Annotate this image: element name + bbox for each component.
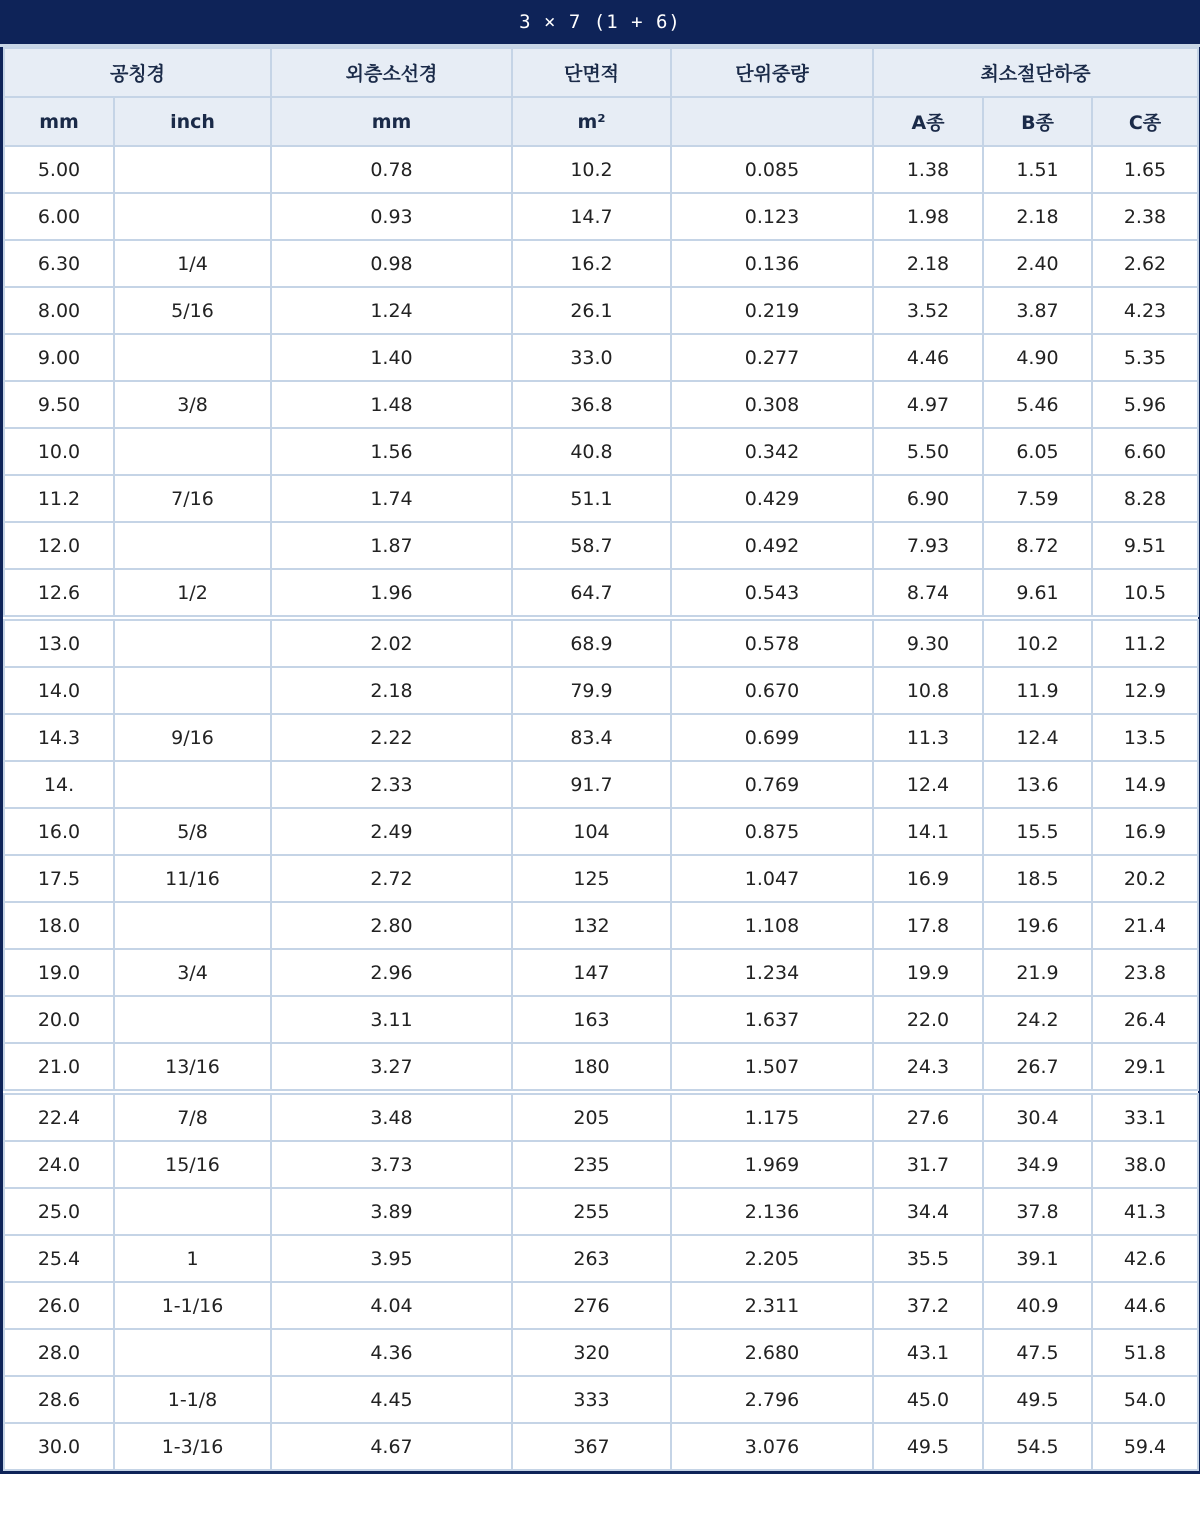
cell-grade-a: 4.46 xyxy=(873,334,983,381)
cell-nominal-inch: 7/16 xyxy=(114,475,271,522)
cell-outer-wire-mm: 2.49 xyxy=(271,808,512,855)
cell-outer-wire-mm: 2.80 xyxy=(271,902,512,949)
cell-unit-weight: 0.136 xyxy=(671,240,873,287)
table-header xyxy=(4,48,1198,146)
cell-grade-c: 11.2 xyxy=(1092,618,1198,667)
cell-nominal-inch xyxy=(114,334,271,381)
cell-nominal-mm: 8.00 xyxy=(4,287,114,334)
cell-grade-c: 6.60 xyxy=(1092,428,1198,475)
cell-nominal-mm: 10.0 xyxy=(4,428,114,475)
cell-grade-b: 40.9 xyxy=(983,1282,1092,1329)
cell-nominal-inch: 5/8 xyxy=(114,808,271,855)
cell-grade-b: 3.87 xyxy=(983,287,1092,334)
cell-grade-a: 9.30 xyxy=(873,618,983,667)
cell-nominal-mm: 28.0 xyxy=(4,1329,114,1376)
cell-area: 83.4 xyxy=(512,714,671,761)
subheader-outer-mm: mm xyxy=(271,97,512,146)
cell-grade-b: 39.1 xyxy=(983,1235,1092,1282)
cell-nominal-mm: 18.0 xyxy=(4,902,114,949)
cell-unit-weight: 0.219 xyxy=(671,287,873,334)
cell-nominal-mm: 14.0 xyxy=(4,667,114,714)
cell-nominal-mm: 25.4 xyxy=(4,1235,114,1282)
cell-grade-c: 10.5 xyxy=(1092,569,1198,618)
cell-unit-weight: 0.699 xyxy=(671,714,873,761)
cell-unit-weight: 2.205 xyxy=(671,1235,873,1282)
cell-outer-wire-mm: 4.67 xyxy=(271,1423,512,1470)
table-row xyxy=(4,761,1198,808)
cell-outer-wire-mm: 2.33 xyxy=(271,761,512,808)
cell-grade-c: 14.9 xyxy=(1092,761,1198,808)
cell-nominal-mm: 19.0 xyxy=(4,949,114,996)
cell-area: 147 xyxy=(512,949,671,996)
cell-nominal-mm: 11.2 xyxy=(4,475,114,522)
cell-unit-weight: 2.311 xyxy=(671,1282,873,1329)
cell-grade-b: 15.5 xyxy=(983,808,1092,855)
cell-grade-a: 34.4 xyxy=(873,1188,983,1235)
cell-grade-c: 9.51 xyxy=(1092,522,1198,569)
cell-area: 235 xyxy=(512,1141,671,1188)
cell-area: 51.1 xyxy=(512,475,671,522)
cell-outer-wire-mm: 3.73 xyxy=(271,1141,512,1188)
cell-nominal-mm: 30.0 xyxy=(4,1423,114,1470)
cell-grade-a: 11.3 xyxy=(873,714,983,761)
cell-area: 79.9 xyxy=(512,667,671,714)
cell-grade-b: 34.9 xyxy=(983,1141,1092,1188)
cell-area: 91.7 xyxy=(512,761,671,808)
cell-grade-c: 26.4 xyxy=(1092,996,1198,1043)
subheader-inch: inch xyxy=(114,97,271,146)
cell-grade-a: 12.4 xyxy=(873,761,983,808)
cell-nominal-inch: 1 xyxy=(114,1235,271,1282)
cell-nominal-inch: 1/4 xyxy=(114,240,271,287)
cell-nominal-inch xyxy=(114,996,271,1043)
cell-grade-a: 35.5 xyxy=(873,1235,983,1282)
cell-grade-a: 17.8 xyxy=(873,902,983,949)
cell-grade-b: 47.5 xyxy=(983,1329,1092,1376)
cell-nominal-inch xyxy=(114,902,271,949)
cell-outer-wire-mm: 4.04 xyxy=(271,1282,512,1329)
cell-grade-b: 9.61 xyxy=(983,569,1092,618)
table-body xyxy=(4,146,1198,1470)
table-row xyxy=(4,334,1198,381)
cell-area: 205 xyxy=(512,1092,671,1141)
cell-nominal-mm: 14. xyxy=(4,761,114,808)
cell-outer-wire-mm: 3.89 xyxy=(271,1188,512,1235)
cell-nominal-inch: 11/16 xyxy=(114,855,271,902)
cell-grade-c: 5.35 xyxy=(1092,334,1198,381)
cell-nominal-inch xyxy=(114,761,271,808)
cell-outer-wire-mm: 1.24 xyxy=(271,287,512,334)
cell-grade-b: 2.18 xyxy=(983,193,1092,240)
cell-outer-wire-mm: 3.27 xyxy=(271,1043,512,1092)
cell-area: 333 xyxy=(512,1376,671,1423)
table-row xyxy=(4,1141,1198,1188)
cell-outer-wire-mm: 1.87 xyxy=(271,522,512,569)
header-nominal-diameter: 공칭경 xyxy=(4,48,271,97)
cell-nominal-mm: 20.0 xyxy=(4,996,114,1043)
cell-grade-c: 20.2 xyxy=(1092,855,1198,902)
cell-outer-wire-mm: 1.74 xyxy=(271,475,512,522)
cell-grade-c: 42.6 xyxy=(1092,1235,1198,1282)
cell-unit-weight: 1.969 xyxy=(671,1141,873,1188)
cell-nominal-mm: 24.0 xyxy=(4,1141,114,1188)
cell-grade-c: 2.38 xyxy=(1092,193,1198,240)
cell-nominal-inch: 1-3/16 xyxy=(114,1423,271,1470)
cell-area: 68.9 xyxy=(512,618,671,667)
cell-nominal-inch xyxy=(114,1188,271,1235)
cell-nominal-mm: 14.3 xyxy=(4,714,114,761)
cell-grade-c: 2.62 xyxy=(1092,240,1198,287)
cell-grade-b: 54.5 xyxy=(983,1423,1092,1470)
cell-unit-weight: 2.136 xyxy=(671,1188,873,1235)
cell-grade-a: 7.93 xyxy=(873,522,983,569)
table-row xyxy=(4,808,1198,855)
table-row xyxy=(4,240,1198,287)
cell-unit-weight: 0.543 xyxy=(671,569,873,618)
cell-grade-c: 29.1 xyxy=(1092,1043,1198,1092)
header-unit-weight: 단위중량 xyxy=(671,48,873,97)
cell-grade-b: 11.9 xyxy=(983,667,1092,714)
cell-nominal-mm: 9.00 xyxy=(4,334,114,381)
cell-outer-wire-mm: 1.48 xyxy=(271,381,512,428)
subheader-grade-a: A종 xyxy=(873,97,983,146)
cell-area: 26.1 xyxy=(512,287,671,334)
table-row xyxy=(4,667,1198,714)
cell-area: 33.0 xyxy=(512,334,671,381)
table-row xyxy=(4,855,1198,902)
cell-area: 36.8 xyxy=(512,381,671,428)
cell-grade-c: 54.0 xyxy=(1092,1376,1198,1423)
cell-area: 132 xyxy=(512,902,671,949)
cell-unit-weight: 1.637 xyxy=(671,996,873,1043)
cell-grade-b: 37.8 xyxy=(983,1188,1092,1235)
spec-table-frame xyxy=(0,47,1200,1474)
cell-area: 14.7 xyxy=(512,193,671,240)
cell-unit-weight: 0.875 xyxy=(671,808,873,855)
cell-grade-a: 24.3 xyxy=(873,1043,983,1092)
cell-unit-weight: 1.108 xyxy=(671,902,873,949)
cell-grade-a: 45.0 xyxy=(873,1376,983,1423)
cell-nominal-inch xyxy=(114,667,271,714)
table-row xyxy=(4,1092,1198,1141)
cell-grade-c: 1.65 xyxy=(1092,146,1198,193)
cell-area: 125 xyxy=(512,855,671,902)
cell-area: 104 xyxy=(512,808,671,855)
cell-grade-c: 13.5 xyxy=(1092,714,1198,761)
cell-unit-weight: 0.769 xyxy=(671,761,873,808)
cell-nominal-mm: 16.0 xyxy=(4,808,114,855)
table-row xyxy=(4,1282,1198,1329)
table-row xyxy=(4,618,1198,667)
cell-nominal-inch xyxy=(114,1329,271,1376)
cell-unit-weight: 2.680 xyxy=(671,1329,873,1376)
table-row xyxy=(4,996,1198,1043)
cell-outer-wire-mm: 3.11 xyxy=(271,996,512,1043)
cell-nominal-inch xyxy=(114,193,271,240)
cell-grade-a: 31.7 xyxy=(873,1141,983,1188)
cell-nominal-mm: 25.0 xyxy=(4,1188,114,1235)
cell-outer-wire-mm: 3.95 xyxy=(271,1235,512,1282)
subheader-grade-b: B종 xyxy=(983,97,1092,146)
cell-nominal-inch: 5/16 xyxy=(114,287,271,334)
subheader-mm: mm xyxy=(4,97,114,146)
cell-grade-b: 12.4 xyxy=(983,714,1092,761)
cell-grade-b: 13.6 xyxy=(983,761,1092,808)
cell-nominal-mm: 6.00 xyxy=(4,193,114,240)
cell-nominal-inch xyxy=(114,618,271,667)
cell-grade-a: 22.0 xyxy=(873,996,983,1043)
cell-outer-wire-mm: 1.96 xyxy=(271,569,512,618)
table-row xyxy=(4,146,1198,193)
cell-nominal-inch: 3/4 xyxy=(114,949,271,996)
cell-nominal-mm: 12.0 xyxy=(4,522,114,569)
cell-grade-c: 21.4 xyxy=(1092,902,1198,949)
cell-outer-wire-mm: 2.18 xyxy=(271,667,512,714)
cell-outer-wire-mm: 1.56 xyxy=(271,428,512,475)
cell-area: 276 xyxy=(512,1282,671,1329)
cell-grade-a: 49.5 xyxy=(873,1423,983,1470)
cell-outer-wire-mm: 2.96 xyxy=(271,949,512,996)
cell-outer-wire-mm: 4.45 xyxy=(271,1376,512,1423)
table-row xyxy=(4,522,1198,569)
cell-nominal-inch: 1-1/16 xyxy=(114,1282,271,1329)
cell-area: 58.7 xyxy=(512,522,671,569)
cell-unit-weight: 0.670 xyxy=(671,667,873,714)
table-row xyxy=(4,714,1198,761)
cell-nominal-inch: 9/16 xyxy=(114,714,271,761)
cell-area: 320 xyxy=(512,1329,671,1376)
table-row xyxy=(4,902,1198,949)
cell-grade-a: 27.6 xyxy=(873,1092,983,1141)
cell-nominal-mm: 9.50 xyxy=(4,381,114,428)
cell-grade-a: 16.9 xyxy=(873,855,983,902)
table-row xyxy=(4,569,1198,618)
cell-outer-wire-mm: 0.98 xyxy=(271,240,512,287)
cell-grade-a: 5.50 xyxy=(873,428,983,475)
cell-grade-c: 16.9 xyxy=(1092,808,1198,855)
cell-nominal-inch: 1-1/8 xyxy=(114,1376,271,1423)
table-row xyxy=(4,1188,1198,1235)
cell-area: 263 xyxy=(512,1235,671,1282)
cell-outer-wire-mm: 2.02 xyxy=(271,618,512,667)
cell-grade-c: 8.28 xyxy=(1092,475,1198,522)
cell-grade-b: 10.2 xyxy=(983,618,1092,667)
cell-grade-b: 49.5 xyxy=(983,1376,1092,1423)
cell-grade-b: 18.5 xyxy=(983,855,1092,902)
cell-grade-c: 12.9 xyxy=(1092,667,1198,714)
cell-grade-a: 43.1 xyxy=(873,1329,983,1376)
table-row xyxy=(4,1329,1198,1376)
table-row xyxy=(4,949,1198,996)
cell-grade-b: 4.90 xyxy=(983,334,1092,381)
cell-unit-weight: 0.123 xyxy=(671,193,873,240)
cell-grade-a: 3.52 xyxy=(873,287,983,334)
spec-table xyxy=(3,47,1199,1471)
cell-outer-wire-mm: 2.72 xyxy=(271,855,512,902)
cell-unit-weight: 0.492 xyxy=(671,522,873,569)
cell-unit-weight: 0.429 xyxy=(671,475,873,522)
subheader-area-unit: m² xyxy=(512,97,671,146)
header-outer-wire-diameter: 외층소선경 xyxy=(271,48,512,97)
cell-unit-weight: 3.076 xyxy=(671,1423,873,1470)
cell-grade-c: 4.23 xyxy=(1092,287,1198,334)
cell-grade-a: 1.38 xyxy=(873,146,983,193)
cell-nominal-inch xyxy=(114,146,271,193)
table-row xyxy=(4,381,1198,428)
cell-nominal-mm: 5.00 xyxy=(4,146,114,193)
cell-nominal-mm: 22.4 xyxy=(4,1092,114,1141)
cell-unit-weight: 1.175 xyxy=(671,1092,873,1141)
cell-unit-weight: 0.578 xyxy=(671,618,873,667)
cell-nominal-inch: 15/16 xyxy=(114,1141,271,1188)
cell-grade-c: 44.6 xyxy=(1092,1282,1198,1329)
cell-grade-b: 6.05 xyxy=(983,428,1092,475)
cell-area: 10.2 xyxy=(512,146,671,193)
cell-outer-wire-mm: 4.36 xyxy=(271,1329,512,1376)
cell-nominal-mm: 26.0 xyxy=(4,1282,114,1329)
cell-nominal-mm: 6.30 xyxy=(4,240,114,287)
cell-nominal-inch xyxy=(114,522,271,569)
cell-grade-b: 19.6 xyxy=(983,902,1092,949)
cell-grade-b: 8.72 xyxy=(983,522,1092,569)
cell-area: 163 xyxy=(512,996,671,1043)
table-row xyxy=(4,1376,1198,1423)
cell-outer-wire-mm: 0.93 xyxy=(271,193,512,240)
cell-grade-c: 23.8 xyxy=(1092,949,1198,996)
cell-grade-a: 1.98 xyxy=(873,193,983,240)
cell-grade-c: 38.0 xyxy=(1092,1141,1198,1188)
cell-unit-weight: 2.796 xyxy=(671,1376,873,1423)
cell-grade-b: 5.46 xyxy=(983,381,1092,428)
cell-grade-b: 1.51 xyxy=(983,146,1092,193)
cell-area: 40.8 xyxy=(512,428,671,475)
table-row xyxy=(4,193,1198,240)
table-row xyxy=(4,287,1198,334)
cell-area: 16.2 xyxy=(512,240,671,287)
cell-unit-weight: 1.234 xyxy=(671,949,873,996)
cell-grade-a: 19.9 xyxy=(873,949,983,996)
table-row xyxy=(4,1043,1198,1092)
header-cross-section-area: 단면적 xyxy=(512,48,671,97)
cell-nominal-inch: 1/2 xyxy=(114,569,271,618)
cell-outer-wire-mm: 3.48 xyxy=(271,1092,512,1141)
cell-nominal-inch xyxy=(114,428,271,475)
cell-nominal-inch: 7/8 xyxy=(114,1092,271,1141)
cell-grade-a: 8.74 xyxy=(873,569,983,618)
cell-grade-a: 37.2 xyxy=(873,1282,983,1329)
cell-grade-c: 33.1 xyxy=(1092,1092,1198,1141)
table-row xyxy=(4,1235,1198,1282)
cell-outer-wire-mm: 1.40 xyxy=(271,334,512,381)
cell-unit-weight: 1.047 xyxy=(671,855,873,902)
cell-area: 255 xyxy=(512,1188,671,1235)
cell-grade-a: 10.8 xyxy=(873,667,983,714)
cell-nominal-mm: 12.6 xyxy=(4,569,114,618)
header-min-breaking-load: 최소절단하중 xyxy=(873,48,1198,97)
cell-grade-b: 21.9 xyxy=(983,949,1092,996)
cell-unit-weight: 0.277 xyxy=(671,334,873,381)
cell-grade-a: 4.97 xyxy=(873,381,983,428)
cell-area: 180 xyxy=(512,1043,671,1092)
subheader-grade-c: C종 xyxy=(1092,97,1198,146)
cell-outer-wire-mm: 0.78 xyxy=(271,146,512,193)
cell-grade-a: 2.18 xyxy=(873,240,983,287)
table-row xyxy=(4,428,1198,475)
cell-grade-b: 7.59 xyxy=(983,475,1092,522)
cell-grade-a: 6.90 xyxy=(873,475,983,522)
cell-grade-c: 5.96 xyxy=(1092,381,1198,428)
cell-unit-weight: 1.507 xyxy=(671,1043,873,1092)
cell-unit-weight: 0.342 xyxy=(671,428,873,475)
cell-nominal-mm: 13.0 xyxy=(4,618,114,667)
table-row xyxy=(4,1423,1198,1470)
cell-grade-c: 59.4 xyxy=(1092,1423,1198,1470)
table-title: 3 × 7 (1 + 6) xyxy=(0,0,1200,47)
cell-grade-a: 14.1 xyxy=(873,808,983,855)
cell-nominal-mm: 21.0 xyxy=(4,1043,114,1092)
table-row xyxy=(4,475,1198,522)
subheader-weight-unit xyxy=(671,97,873,146)
cell-nominal-inch: 13/16 xyxy=(114,1043,271,1092)
cell-nominal-mm: 28.6 xyxy=(4,1376,114,1423)
cell-grade-b: 2.40 xyxy=(983,240,1092,287)
cell-nominal-inch: 3/8 xyxy=(114,381,271,428)
cell-grade-b: 26.7 xyxy=(983,1043,1092,1092)
cell-area: 64.7 xyxy=(512,569,671,618)
cell-outer-wire-mm: 2.22 xyxy=(271,714,512,761)
cell-nominal-mm: 17.5 xyxy=(4,855,114,902)
cell-unit-weight: 0.085 xyxy=(671,146,873,193)
cell-grade-b: 30.4 xyxy=(983,1092,1092,1141)
cell-area: 367 xyxy=(512,1423,671,1470)
cell-unit-weight: 0.308 xyxy=(671,381,873,428)
cell-grade-c: 41.3 xyxy=(1092,1188,1198,1235)
cell-grade-c: 51.8 xyxy=(1092,1329,1198,1376)
cell-grade-b: 24.2 xyxy=(983,996,1092,1043)
